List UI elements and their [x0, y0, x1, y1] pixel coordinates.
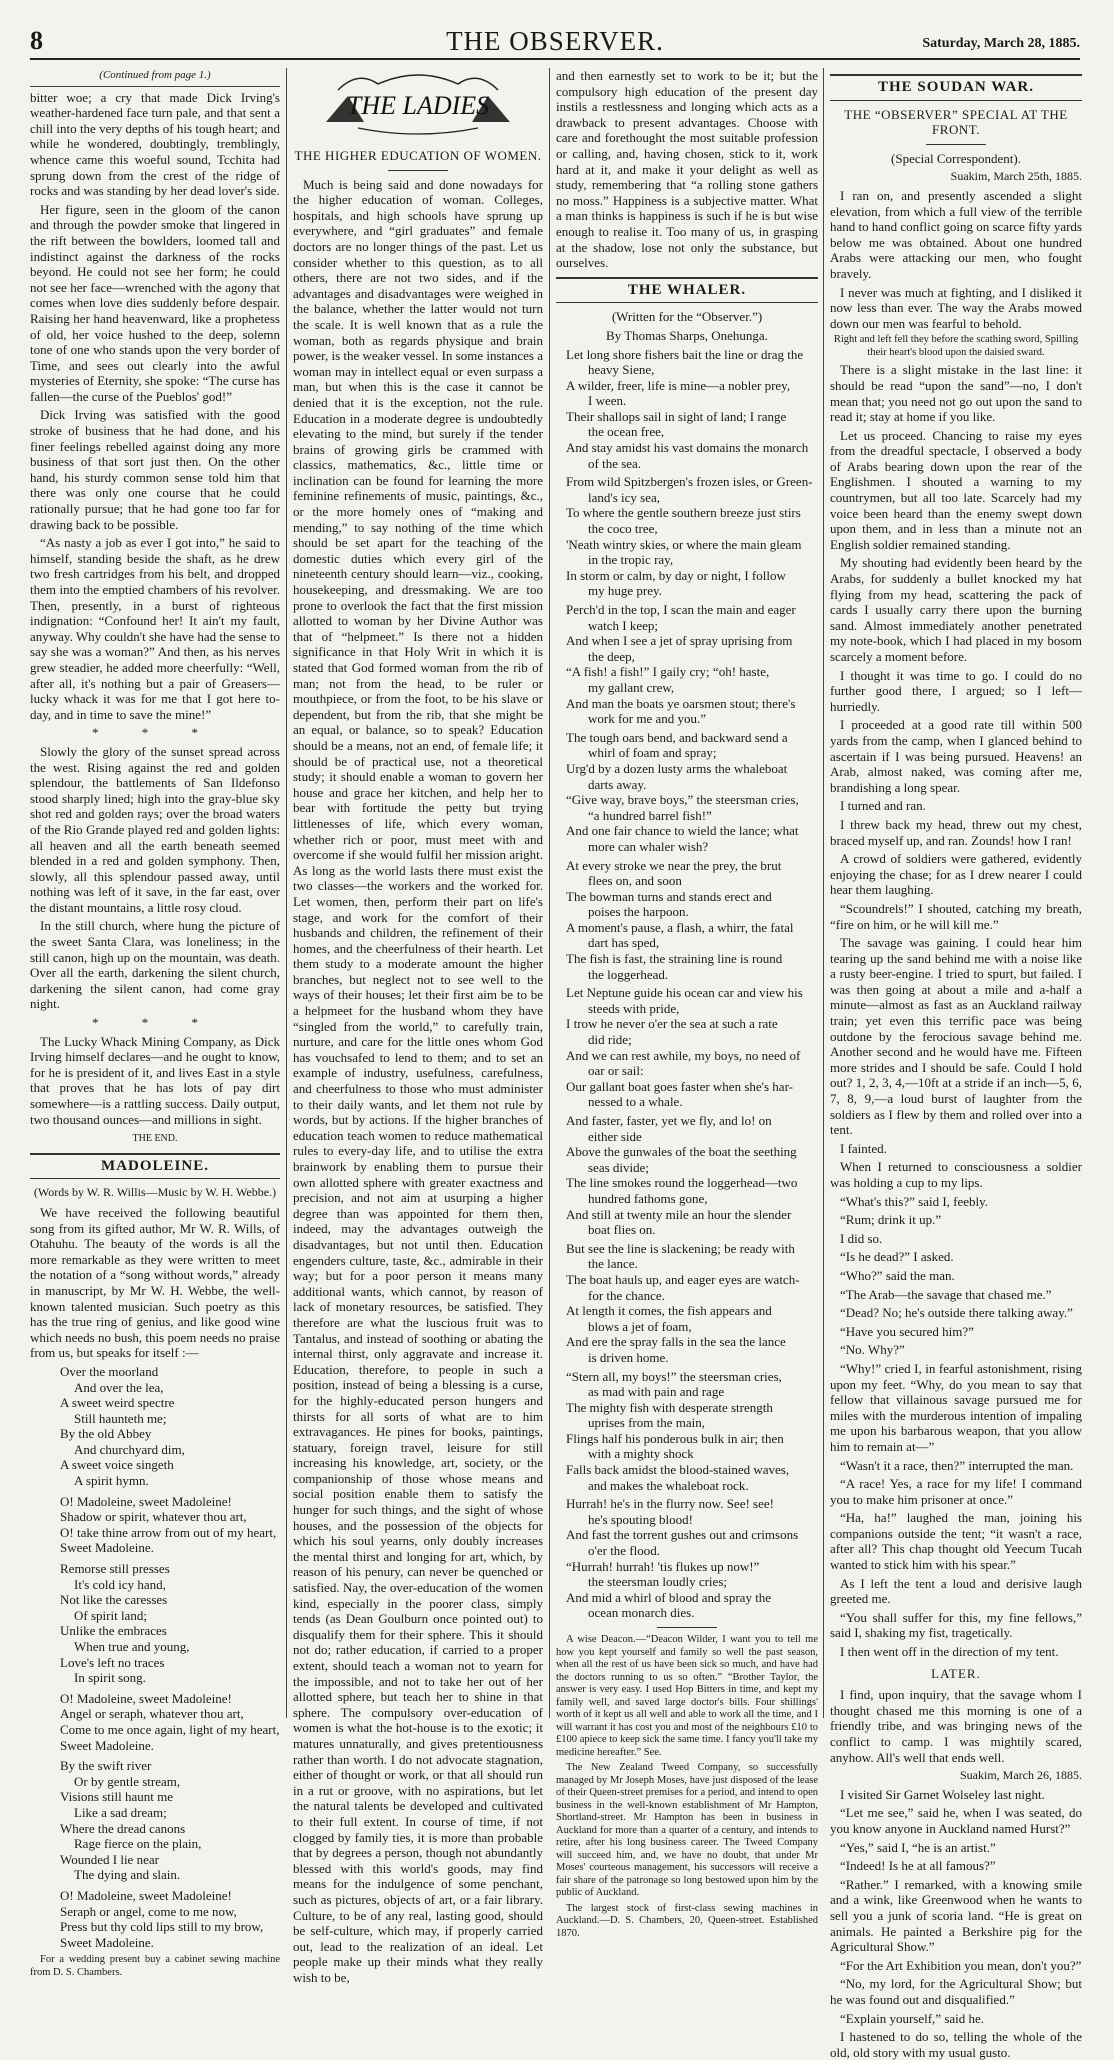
- report-paragraph: Let us proceed. Chancing to raise my eyes from the dreadful spectacle, I observed a body of Arabs bearing down upon the rear of the Englishmen. I shouted a warning to my countrymen, but all too late. Scarcely had my voice been heard than the enemy swept down upon them, and in less than a minute not an English soldier remained standing.: [830, 427, 1082, 552]
- divider: [657, 1627, 717, 1628]
- dialogue-line: “What's this?” said I, feebly.: [840, 1193, 989, 1209]
- article-title: THE HIGHER EDUCATION OF WOMEN.: [294, 148, 542, 163]
- poem-line: In spirit song.: [74, 1670, 146, 1686]
- article-body: and then earnestly set to work to be it; but the compulsory high education of the present day instils a restlessness and longing which acts as a drawback to present advantages. Choose with care and forethought the most suitable profession or calling, and, having chosen, stick to it, work hard at it, and make it your delight as well as study, remembering that “a rolling stone gathers no moss.” Happiness is a subjective matter. What a man thinks is happiness is such if he is but wise enough to realise it. Too many of us, in grasping at the shadow, lose not only the substance, but ourselves.: [556, 68, 818, 271]
- poem-line: 'Neath wintry skies, or where the main gleam: [566, 536, 802, 552]
- poem-line: The dying and slain.: [74, 1867, 181, 1883]
- article-body: Much is being said and done nowadays for the higher education of woman. Colleges, hospitals, and high schools have sprung up everywhere, and “girl graduates” and female doctors are no longer things of the past. Let us consider whether to this question, as to all others, there are not two sides, and if the advantages and disadvantages were weighed in the balance, whether the latter would not turn the scale. It is well known that as a rule the woman, both as regards physique and brain power, is the weaker vessel. In some instances a woman may in intellect equal or even surpass a man, but when this is the case it cannot be denied that it is the exception, not the rule. Education in a moderate degree is undoubtedly elevating to the mind, but surely if the tender brains of growing girls be crammed with classics, mathematics, &c., little time or inclination can be found for learning the more feminine refinements of music, paintings, &c., or the more homely ones of “making and mending,” to say nothing of the time which should be set apart for the teaching of the domestic duties which every girl of the nineteenth century should learn—viz., cooking, housekeeping, and dressmaking. We are too prone to overlook the fact that the first mission allotted to woman by her Divine Author was that of “helpmeet.” Is there not a hidden significance in that Holy Writ in which it is stated that God formed woman from the rib of man; not from the head, to be ruler or mouthpiece, or from the foot, to be his slave or dependent, but from the rib, that she might be an equal, or balance, so to speak? Education should be a means, not an end, of female life; it should be of practical use, not a theoretical study; it should enable a woman to govern her house and grace her kitchen, and help her to bear with fortitude the petty but trying littlenesses of life, which every woman, whether rich or poor, must meet with and overcome if she would fulfil her mission aright. As long as the world lasts there must exist the two classes—the workers and the worked for. Let women, then, perform their part on life's stage, and work for the comfort of their husbands and children, the refinement of their homes, and the cheerfulness of their hearth. Let them study to a moderate amount the higher branches, but neglect not to see well to the ways of their houses; let their first aim be to be a helpmeet for the husband whom they have “singled from the world,” to carefully train, nurture, and care for the little ones whom God has vouchsafed to lend to them; and to set an example of industry, usefulness, carefulness, and cheerfulness to those who must administer to their daily wants, and let them not rule by words, but by actions. If the higher branches of education teach women to reduce mathematical rules to every-day life, and to utilise the extra brainwork by enabling them to pursue their own allotted sphere with greater exactness and precision, and not aim at usurping a higher degree than was appointed for them then, indeed, may the advantages outweigh the disadvantages, but not until then. Education engenders culture, taste, &c., admirable in their way; but for a poor person it means many additional wants, which cannot, by reason of lack of monetary resources, be satisfied. They therefore are what the luscious fruit was to Tantalus, and instead of soothing or abating the internal thirst, only aggravate and increase it. Education, therefore, to people in such a position, instead of being a blessing is a curse, for the highly-educated person hungers and thirsts for all sorts of what are to him extravagances. He pines for books, paintings, statuary, foreign travel, leisure for still increasing his knowledge, art, society, or the companionship of those whose means and social position enable them to satisfy the hunger for such things, and the sight of whose houses, and the possession of the objects for which his soul yearns, only doubly increases the mental thirst and longing for art, which, by reason of his penury, can never be quenched or satisfied. Nay, the over-education of the women kind, especially in the poorer class, simply tends (as Dean Goulburn once pointed out) to disqualify them for their sphere. This it should not do; rather education, if carried to a proper extent, should teach a woman not to yearn for the impossible, and not to take her out of her allotted sphere, but teach her to shine in that sphere. The compulsory over-education of women is what the hot-house is to the exotic; it matures unnaturally, and gives pretentiousness rather than worth. I do not advocate stagnation, either of thought or work, or that all should run in a rut or groove, with no aspirations, but let the natural talents be developed and cultivated to their full extent. In course of time, if not clogged by family ties, it is more than probable that by degrees a person, though not abundantly blessed with this world's goods, may find means for the indulgence of some penchant, such as pictures, objects of art, or a fair library. Culture, to be of any real, lasting good, should be self-culture, which may, if properly carried out, lead to the realization of an ideal. Let people make up their minds what they really wish to be,: [293, 176, 544, 1985]
- banner-text: THE LADIES: [346, 91, 490, 120]
- poem-line: At length it comes, the fish appears and: [566, 1303, 772, 1319]
- report-paragraph: When I returned to consciousness a soldier was holding a cup to my lips.: [830, 1159, 1082, 1190]
- poem-line: The boat hauls up, and eager eyes are watch-: [566, 1271, 800, 1287]
- poem-line: Their shallops sail in sight of land; I range: [566, 408, 787, 424]
- dialogue-line: “No. Why?”: [840, 1342, 905, 1358]
- dialogue-line: “Have you secured him?”: [840, 1323, 974, 1339]
- correspondent: (Special Correspondent).: [891, 150, 1021, 166]
- poem-line: Perch'd in the top, I scan the main and eager: [566, 602, 796, 617]
- sewing-machine-ad: For a wedding present buy a cabinet sewing machine from D. S. Chambers.: [30, 1954, 280, 1978]
- tweed-item: The New Zealand Tweed Company, so successfully managed by Mr Joseph Moses, have just disposed of the lease of their Queen-street premises for a period, and intend to open business in the well-known establishment of Mr Hampton, Shortland-street. Mr Hampton has been in business in Auckland for more than a quarter of a century, and intends to retire, after his long business career. The Tweed Company will succeed him, and, we have no doubt, that under Mr Moses' courteous management, his successors will receive a fair share of the patronage so long bestowed upon him by the public of Auckland.: [556, 1762, 818, 1898]
- column-rule: [549, 68, 550, 1718]
- poem-stanza: [556, 985, 818, 1110]
- poem-line: I trow he never o'er the sea at such a rate: [566, 1016, 778, 1032]
- poem-line: Seraph or angel, come to me now,: [60, 1903, 237, 1919]
- column-1: [30, 68, 280, 1978]
- poem-line: Shadow or spirit, whatever thou art,: [60, 1509, 247, 1525]
- madoleine-title: MADOLEINE.: [30, 1153, 280, 1180]
- newspaper-title: THE OBSERVER.: [446, 26, 664, 56]
- poem-line: By the swift river: [60, 1758, 152, 1774]
- report-paragraph: The savage was gaining. I could hear him tearing up the sand behind me with a noise like a rusty beer-engine. I tried to spurt, but failed. I was then going at about a mile and a-half a minute—almost as fast as an Auckland railway train; yet even this terrific pace was being outdone by the ferocious savage behind me. Another second and he would have me. Fifteen more strides and I should be safe. Could I hold out? 1, 2, 3, 4,—10ft at a stride if an inch—5, 6, 7, 8, 9,—a loud burst of laughter from the soldiers as I flew by them and rolled over into a tent.: [830, 935, 1082, 1138]
- poem-line: O! Madoleine, sweet Madoleine!: [60, 1887, 232, 1903]
- later-heading: LATER.: [931, 1665, 981, 1681]
- poem-line: And ere the spray falls in the sea the lance: [566, 1334, 786, 1350]
- divider: [926, 144, 986, 145]
- poem-line: “Hurrah! hurrah! 'tis flukes up now!”: [566, 1558, 760, 1574]
- story-paragraph: Dick Irving was satisfied with the good stroke of business that he had done, and his finer feelings rebelled against doing any more business of that sort just then. On the other hand, his sturdy common sense told him that there was only one course that he could rationally pursue; that he had gone too far for drawing back to be possible.: [30, 407, 280, 532]
- poem-line: land's icy sea,: [588, 489, 661, 505]
- poem-line: Rage fierce on the plain,: [74, 1836, 202, 1852]
- dialogue-line: “Yes,” said I, “he is an artist.”: [840, 1839, 996, 1855]
- poem-line: Come to me once again, light of my heart,: [60, 1721, 280, 1737]
- poem-line: work for me and you.”: [588, 711, 707, 727]
- dialogue-line: “Indeed! Is he at all famous?”: [840, 1858, 996, 1874]
- dialogue-line: I did so.: [840, 1230, 883, 1246]
- poem-line: O! Madoleine, sweet Madoleine!: [60, 1690, 232, 1706]
- dialogue-line: “Wasn't it a race, then?” interrupted the man.: [840, 1457, 1074, 1473]
- report-paragraph: I never was much at fighting, and I disliked it now less than ever. The way the Arabs mowed down our men was fearful to behold.: [830, 284, 1082, 331]
- poem-line: flees on, and soon: [588, 873, 682, 889]
- poem-stanza: [556, 602, 818, 727]
- poem-line: heavy Siene,: [588, 362, 655, 378]
- poem-line: When true and young,: [74, 1639, 190, 1654]
- poem-line: Not like the caresses: [60, 1592, 168, 1608]
- whaler-poem: [556, 347, 818, 1622]
- report-paragraph: As I left the tent a loud and derisive laugh greeted me.: [830, 1575, 1082, 1607]
- poem-line: A sweet voice singeth: [60, 1457, 174, 1473]
- poem-line: Angel or seraph, whatever thou art,: [60, 1706, 244, 1722]
- poem-line: is driven home.: [588, 1349, 669, 1365]
- poem-line: poises the harpoon.: [588, 904, 689, 920]
- madoleine-intro: We have received the following beautiful song from its gifted author, Mr W. R. Wills, of Otahuhu. The beauty of the words is all the more remarkable as they were written to meet the notation of a “song without words,” already in manuscript, by Mr W. H. Webbe, the well-known talented musician. Such poetry as this has the true ring of genius, and like good wine which needs no bush, this poem needs no praise from us, but speaks for itself :—: [30, 1204, 280, 1361]
- poem-line: And fast the torrent gushes out and crimsons: [566, 1527, 799, 1543]
- poem-line: Urg'd by a dozen lusty arms the whaleboat: [566, 760, 788, 776]
- dialogue-line: “The Arab—the savage that chased me.”: [840, 1286, 1052, 1302]
- the-end: THE END.: [132, 1133, 178, 1145]
- whaler-title: THE WHALER.: [556, 277, 818, 304]
- poem-stanza: [556, 1369, 818, 1494]
- poem-line: Let Neptune guide his ocean car and view his: [566, 985, 803, 1001]
- poem-line: “Stern all, my boys!” the steersman cries,: [566, 1368, 782, 1384]
- poem-line: And we can rest awhile, my boys, no need of: [566, 1047, 801, 1063]
- banner-base: [358, 128, 478, 134]
- poem-line: At every stroke we near the prey, the brut: [566, 857, 782, 873]
- report-paragraph: I then went off in the direction of my tent.: [840, 1644, 1059, 1660]
- section-break: * * *: [92, 1015, 218, 1031]
- poem-line: with a mighty shock: [588, 1446, 694, 1462]
- report-paragraph: I visited Sir Garnet Wolseley last night.: [840, 1786, 1045, 1802]
- poem-line: A wilder, freer, life is mine—a nobler prey,: [566, 377, 791, 393]
- poem-line: darts away.: [588, 776, 647, 792]
- poem-line: From wild Spitzbergen's frozen isles, or Green-: [566, 474, 813, 490]
- poem-line: either side: [588, 1128, 642, 1144]
- story-paragraph: “As nasty a job as ever I got into,” he said to himself, standing beside the shaft, as he drew two fresh cartridges from his belt, and dropped them into the emptied chambers of his revolver. Then, presently, in a burst of righteous indignation: “Confound her! It ain't my fault, anyway. Why couldn't she have had the sense to say she was a woman?” And then, as his nerves grew steadier, he added more cheerfully: “Well, after all, it's nothing but a pair of Greasers—lucky whack it was for me that I got here to-day, and in time to save the mine!”: [30, 535, 280, 722]
- banner-scroll: [338, 75, 498, 90]
- dialogue-line: “Let me see,” said he, when I was seated, do you know anyone in Auckland named Hurst?”: [830, 1805, 1082, 1836]
- madoleine-credit: (Words by W. R. Willis—Music by W. H. Webbe.): [33, 1185, 277, 1200]
- poem-line: And still at twenty mile an hour the slender: [566, 1206, 792, 1222]
- poem-line: Still haunteth me;: [74, 1410, 167, 1426]
- report-paragraph: “You shall suffer for this, my fine fellows,” said I, shaking my fist, tragetically.: [830, 1609, 1082, 1641]
- report-paragraph: I threw back my head, threw out my chest, braced myself up, and ran. Zounds! how I ran!: [830, 816, 1082, 848]
- poem-line: watch I keep;: [588, 617, 659, 633]
- deacon-item: A wise Deacon.—“Deacon Wilder, I want you to tell me how you kept yourself and family so well the past season, when all the rest of us have been sick so much, and have had the doctors running to us so often.” “Brother Taylor, the answer is very easy. I used Hop Bitters in time, and kept my family well, and saved large doctor's bills. Four shillings' worth of it kept us all well and able to work all the time, and I will warrant it has cost you and most of the neighbours £10 to £100 apiece to keep sick the same time. I fancy you'll take my medicine hereafter.” See.: [556, 1634, 818, 1758]
- poem-line: Above the gunwales of the boat the seething: [566, 1144, 797, 1160]
- report-paragraph: I ran on, and presently ascended a slight elevation, from which a full view of the terrible hand to hand conflict going on scarce fifty yards below me was obtained. About one hundred Arabs were attacking our men, who fought bravely.: [830, 187, 1082, 281]
- chambers-item: The largest stock of first-class sewing machines in Auckland.—D. S. Chambers, 20, Queen-street. Established 1870.: [556, 1902, 818, 1939]
- poem-stanza: [556, 1113, 818, 1238]
- poem-line: steeds with pride,: [588, 1000, 680, 1016]
- poem-line: uprises from the main,: [588, 1415, 705, 1431]
- poem-line: O! take thine arrow from out of my heart,: [60, 1524, 277, 1540]
- poem-line: And over the lea,: [74, 1379, 164, 1395]
- poem-line: To where the gentle southern breeze just stirs: [566, 505, 801, 521]
- poem-line: oar or sail:: [588, 1063, 644, 1079]
- poem-line: Hurrah! he's in the flurry now. See! see!: [566, 1496, 774, 1512]
- poem-line: blows a jet of foam,: [588, 1318, 692, 1334]
- poem-line: Love's left no traces: [60, 1654, 165, 1670]
- poem-line: o'er the flood.: [588, 1543, 661, 1559]
- poem-line: more can whaler wish?: [588, 838, 709, 854]
- poem-line: Of spirit land;: [74, 1607, 147, 1623]
- poem-line: ocean monarch dies.: [588, 1605, 695, 1621]
- poem-line: Or by gentle stream,: [74, 1773, 181, 1789]
- poem-line: And when I see a jet of spray uprising from: [566, 633, 793, 649]
- story-paragraph: Her figure, seen in the gloom of the canon and through the powder smoke that lingered in the rift between the bowlders, loomed tall and indistinct against the darkness of the rocks beyond. He could not see her form; he could not see her face—wrenched with the agony that comes when love dies suddenly before despair. Raising her hand heavenward, like a prophetess of old, her voice hushed to the deep, solemn tone of one who stands upon the very border of Time, and sees out clearly into the awful mysteries of Eternity, she spoke: “The curse has fallen—the curse of the Pueblos' god!”: [30, 201, 280, 404]
- poem-line: as mad with pain and rage: [588, 1384, 725, 1400]
- story-paragraph: Slowly the glory of the sunset spread across the west. Rising against the red and golden splendour, the battlements of San Ildefonso stood sharply lined; high into the gray-blue sky shot red and golden rays; over the broad waters of the Rio Grande played red and golden lights: all heaven and all the earth beneath seemed blended in a red and golden symphony. Then, slowly, all this splendour passed away, until nothing was left of it save, in the far east, over the distant mountains, a little rosy cloud.: [30, 743, 280, 915]
- dialogue-line: “Why!” cried I, in fearful astonishment, rising upon my feet. “Why, do you mean to say that fellow that villainous savage pursued me for miles with the murderous intention of impaling me upon his barbarous weapon, that you allow him to remain at—”: [830, 1360, 1082, 1454]
- poem-line: Remorse still presses: [60, 1561, 170, 1577]
- poem-line: “A fish! a fish!” I gaily cry; “oh! haste,: [566, 664, 770, 680]
- poem-line: It's cold icy hand,: [74, 1576, 166, 1592]
- poem-line: Like a sad dream;: [74, 1804, 167, 1820]
- poem-line: for the chance.: [588, 1287, 665, 1303]
- dialogue-line: “Dead? No; he's outside there talking away.”: [840, 1305, 1073, 1321]
- poem-stanza: [556, 347, 818, 472]
- madoleine-poem: [60, 1364, 280, 1950]
- poem-line: But see the line is slackening; be ready with: [566, 1240, 795, 1256]
- poem-line: And man the boats ye oarsmen stout; there's: [566, 695, 796, 711]
- dateline: Suakim, March 25th, 1885.: [950, 169, 1082, 184]
- poem-line: the lance.: [588, 1256, 638, 1272]
- soudan-title: THE SOUDAN WAR.: [830, 74, 1082, 101]
- dateline: Suakim, March 26, 1885.: [960, 1768, 1082, 1783]
- poem-line: I ween.: [588, 393, 627, 409]
- poem-line: And churchyard dim,: [74, 1441, 185, 1457]
- poem-line: nessed to a whale.: [588, 1094, 683, 1110]
- poem-line: By the old Abbey: [60, 1426, 152, 1442]
- poem-line: my gallant crew,: [588, 679, 675, 695]
- report-paragraph: I hastened to do so, telling the whole of the old, old story with my usual gusto.: [830, 2029, 1082, 2060]
- poem-line: the steersman loudly cries;: [588, 1574, 727, 1590]
- poem-line: he's spouting blood!: [588, 1511, 693, 1527]
- dialogue-line: “Rum; drink it up.”: [840, 1212, 942, 1228]
- poem-line: Sweet Madoleine.: [60, 1934, 154, 1950]
- column-2: [293, 68, 544, 1985]
- poem-line: And faster, faster, yet we fly, and lo! on: [566, 1113, 772, 1128]
- poem-line: Visions still haunt me: [60, 1789, 173, 1805]
- report-paragraph: I turned and ran.: [840, 798, 926, 814]
- dialogue-line: “No, my lord, for the Agricultural Show; but he was found out and disqualified.”: [830, 1976, 1082, 2007]
- column-rule: [286, 68, 287, 1718]
- column-3: [556, 68, 818, 1939]
- continued-note: (Continued from page 1.): [30, 68, 280, 87]
- poem-line: and makes the whaleboat rock.: [588, 1477, 749, 1493]
- poem-line: my huge prey.: [588, 583, 662, 599]
- poem-line: Falls back amidst the blood-stained waves,: [566, 1462, 790, 1478]
- poem-line: And stay amidst his vast domains the monarch: [566, 440, 809, 456]
- dialogue-line: “Ha, ha!” laughed the man, joining his companions outside the tent; “it wasn't a race, after all? This chap thought old Yeecum Tucah wanted to stick him with his spear.”: [830, 1510, 1082, 1573]
- story-paragraph: bitter woe; a cry that made Dick Irving's weather-hardened face turn pale, and that sent a chill into the very depths of his tough heart; and while he wondered, doubtingly, tremblingly, whence came this woeful sound, Tcchita had sprung down from the crest of the ridge of rocks and was standing by her dead lover's side.: [30, 89, 280, 199]
- column-4: [830, 68, 1082, 2060]
- poem-stanza: [556, 730, 818, 855]
- dialogue-line: “Who?” said the man.: [840, 1267, 955, 1283]
- poem-line: boat flies on.: [588, 1222, 656, 1238]
- report-paragraph: There is a slight mistake in the last line: it should be read “upon the sand”—no, I don't mean that; you need not go out upon the sand to read it; stay at home if you like.: [830, 362, 1082, 425]
- poem-line: of the sea.: [588, 455, 642, 471]
- poem-stanza: [556, 1496, 818, 1621]
- poem-line: Where the dread canons: [60, 1820, 186, 1836]
- poem-stanza: [556, 858, 818, 983]
- poem-line: Wounded I lie near: [60, 1851, 159, 1867]
- poem-line: And mid a whirl of blood and spray the: [566, 1589, 772, 1605]
- poem-line: O! Madoleine, sweet Madoleine!: [60, 1493, 232, 1509]
- poem-line: the loggerhead.: [588, 966, 669, 982]
- page-number: 8: [30, 26, 43, 55]
- dialogue-line: “Rather.” I remarked, with a knowing smile and a wink, like Greenwood when he wants to sell you a junk of scoria land. “He is great on animals. He painted a Berkshire pig for the Agricultural Show.”: [830, 1876, 1082, 1955]
- poem-line: Sweet Madoleine.: [60, 1737, 154, 1753]
- divider: [388, 170, 448, 171]
- report-paragraph: “Scoundrels!” I shouted, catching my breath, “fire on him, or he will kill me.”: [830, 900, 1082, 932]
- poem-stanza: [556, 474, 818, 599]
- poem-stanza: [556, 1241, 818, 1366]
- issue-date: Saturday, March 28, 1885.: [922, 36, 1080, 51]
- whaler-note: (Written for the “Observer.”): [611, 309, 763, 325]
- column-rule: [823, 68, 824, 1718]
- poem-line: A spirit hymn.: [74, 1473, 149, 1489]
- poem-line: dart has sped,: [588, 935, 660, 951]
- whaler-author: By Thomas Sharps, Onehunga.: [606, 327, 768, 343]
- story-paragraph: The Lucky Whack Mining Company, as Dick Irving himself declares—and he ought to know, for he is president of it, and lives East in a style that proves that he has lots of pay dirt somewhere—is a rattling success. Daily output, two thousand ounces—and millions in sight.: [30, 1033, 280, 1127]
- soudan-subtitle: THE “OBSERVER” SPECIAL AT THE FRONT.: [844, 106, 1068, 138]
- poem-line: Sweet Madoleine.: [60, 1540, 154, 1556]
- quote: Right and left fell they before the scathing sword, Spilling their heart's blood upon the daisied sward.: [833, 334, 1079, 358]
- poem-line: whirl of foam and spray;: [588, 745, 717, 761]
- poem-line: The line smokes round the loggerhead—two: [566, 1175, 798, 1191]
- the-ladies-banner: [318, 70, 518, 140]
- poem-line: Let long shore fishers bait the line or drag the: [566, 346, 804, 362]
- poem-line: Press but thy cold lips still to my brow,: [60, 1919, 264, 1935]
- poem-line: seas divide;: [588, 1159, 650, 1175]
- poem-line: the deep,: [588, 648, 635, 664]
- poem-line: Our gallant boat goes faster when she's har-: [566, 1078, 793, 1094]
- poem-line: The bowman turns and stands erect and: [566, 888, 772, 904]
- story-paragraph: In the still church, where hung the picture of the sweet Santa Clara, was loneliness; in the still canon, high up on the mountain, was death. Over all the earth, darkening the silent church, darkening the silent canon, had come gray night.: [30, 918, 280, 1012]
- report-paragraph: My shouting had evidently been heard by the Arabs, for suddenly a bullet knocked my hat flying from my head, scattering the pack of cards I usually carry there upon the burning sand. Almost immediately another penetrated my note-book, which I had placed in my bosom scarcely a moment before.: [830, 555, 1082, 664]
- poem-line: “a hundred barrel fish!”: [588, 807, 712, 823]
- dialogue-line: “Explain yourself,” said he.: [840, 2010, 985, 2026]
- poem-line: A sweet weird spectre: [60, 1395, 175, 1411]
- poem-line: the ocean free,: [588, 424, 665, 440]
- poem-line: Flings half his ponderous bulk in air; then: [566, 1430, 784, 1446]
- poem-line: In storm or calm, by day or night, I follow: [566, 567, 786, 583]
- masthead: [30, 26, 1080, 60]
- poem-line: Unlike the embraces: [60, 1623, 167, 1639]
- poem-line: in the tropic ray,: [588, 552, 674, 568]
- report-paragraph: I thought it was time to go. I could do no further good there, I argued; so I left—hurriedly.: [830, 667, 1082, 714]
- section-break: * * *: [92, 725, 218, 741]
- poem-line: the coco tree,: [588, 521, 658, 537]
- poem-line: hundred fathoms gone,: [588, 1190, 708, 1206]
- dialogue-line: “For the Art Exhibition you mean, don't you?”: [840, 1957, 1082, 1973]
- report-paragraph: A crowd of soldiers were gathered, evidently enjoying the chase; for as I drew nearer I could hear them laughing.: [830, 851, 1082, 898]
- report-paragraph: I fainted.: [840, 1140, 887, 1156]
- poem-line: Over the moorland: [60, 1363, 159, 1379]
- poem-line: “Give way, brave boys,” the steersman cries,: [566, 792, 799, 808]
- poem-line: The tough oars bend, and backward send a: [566, 729, 788, 745]
- poem-line: The fish is fast, the straining line is round: [566, 951, 783, 967]
- dialogue-line: “Is he dead?” I asked.: [840, 1249, 954, 1265]
- poem-line: The mighty fish with desperate strength: [566, 1399, 773, 1415]
- dialogue-line: “A race! Yes, a race for my life! I command you to make him prisoner at once.”: [830, 1476, 1082, 1507]
- poem-line: A moment's pause, a flash, a whirr, the fatal: [566, 919, 794, 935]
- report-paragraph: I proceeded at a good rate till within 500 yards from the camp, when I glanced behind to ascertain if I was being pursued. Heavens! an Arab, almost naked, was coming after me, brandishing a long spear.: [830, 717, 1082, 795]
- poem-line: did ride;: [588, 1032, 632, 1048]
- report-paragraph: I find, upon inquiry, that the savage whom I thought chased me this morning is one of a friendly tribe, and was bringing news of the conflict to camp. I was mightily scared, anyhow. All's well that ends well.: [830, 1687, 1082, 1765]
- poem-line: And one fair chance to wield the lance; what: [566, 823, 799, 839]
